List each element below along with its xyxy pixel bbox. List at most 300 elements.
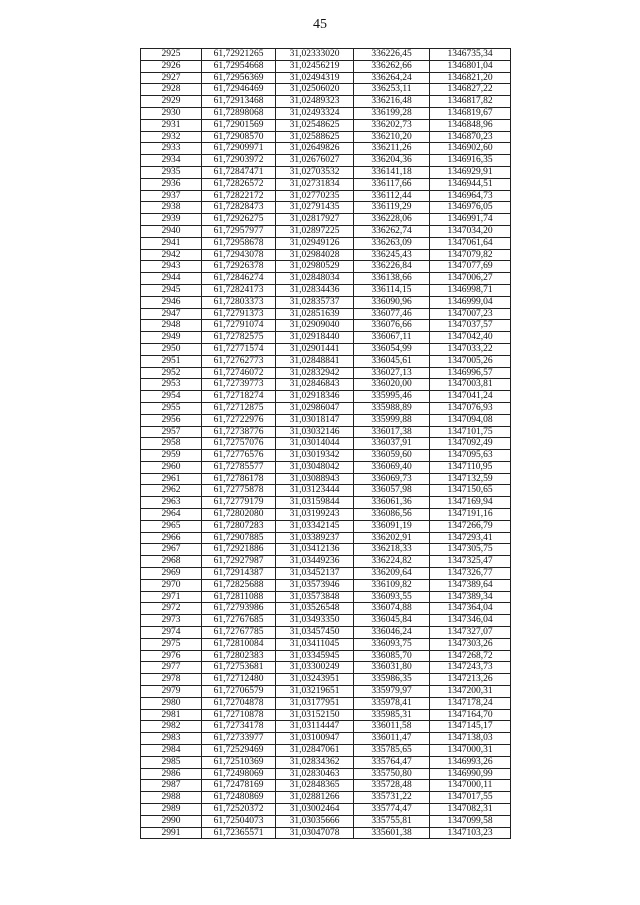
x-coordinate-cell: 336037,91 (354, 438, 430, 450)
longitude-cell: 31,03014044 (276, 438, 354, 450)
latitude-cell: 61,72898068 (202, 107, 276, 119)
x-coordinate-cell: 336069,73 (354, 473, 430, 485)
point-number-cell: 2932 (141, 131, 202, 143)
y-coordinate-cell: 1347303,26 (430, 638, 511, 650)
x-coordinate-cell: 336045,84 (354, 615, 430, 627)
y-coordinate-cell: 1346817,82 (430, 96, 511, 108)
longitude-cell: 31,03219651 (276, 686, 354, 698)
x-coordinate-cell: 336069,40 (354, 461, 430, 473)
latitude-cell: 61,72954668 (202, 60, 276, 72)
point-number-cell: 2963 (141, 497, 202, 509)
table-row (141, 733, 511, 745)
y-coordinate-cell: 1347000,11 (430, 780, 511, 792)
x-coordinate-cell: 336112,44 (354, 190, 430, 202)
x-coordinate-cell: 335785,65 (354, 745, 430, 757)
longitude-cell: 31,03452137 (276, 568, 354, 580)
longitude-cell: 31,02881266 (276, 792, 354, 804)
y-coordinate-cell: 1347145,17 (430, 721, 511, 733)
point-number-cell: 2981 (141, 709, 202, 721)
latitude-cell: 61,72926378 (202, 261, 276, 273)
y-coordinate-cell: 1347132,59 (430, 473, 511, 485)
point-number-cell: 2952 (141, 367, 202, 379)
x-coordinate-cell: 336224,82 (354, 556, 430, 568)
x-coordinate-cell: 336093,55 (354, 591, 430, 603)
latitude-cell: 61,72802383 (202, 650, 276, 662)
table-row (141, 367, 511, 379)
latitude-cell: 61,72811088 (202, 591, 276, 603)
y-coordinate-cell: 1347076,93 (430, 402, 511, 414)
table-row (141, 768, 511, 780)
point-number-cell: 2953 (141, 379, 202, 391)
table-row (141, 650, 511, 662)
latitude-cell: 61,72846274 (202, 273, 276, 285)
longitude-cell: 31,03573848 (276, 591, 354, 603)
table-row (141, 60, 511, 72)
longitude-cell: 31,03018147 (276, 414, 354, 426)
y-coordinate-cell: 1347213,26 (430, 674, 511, 686)
latitude-cell: 61,72786178 (202, 473, 276, 485)
y-coordinate-cell: 1346848,96 (430, 119, 511, 131)
table-row (141, 591, 511, 603)
x-coordinate-cell: 336020,00 (354, 379, 430, 391)
latitude-cell: 61,72901569 (202, 119, 276, 131)
longitude-cell: 31,02506020 (276, 84, 354, 96)
x-coordinate-cell: 336216,48 (354, 96, 430, 108)
y-coordinate-cell: 1347150,65 (430, 485, 511, 497)
longitude-cell: 31,02980529 (276, 261, 354, 273)
x-coordinate-cell: 336017,38 (354, 426, 430, 438)
point-number-cell: 2968 (141, 556, 202, 568)
latitude-cell: 61,72504073 (202, 815, 276, 827)
table-row (141, 190, 511, 202)
table-row (141, 638, 511, 650)
x-coordinate-cell: 336077,46 (354, 308, 430, 320)
latitude-cell: 61,72907885 (202, 532, 276, 544)
point-number-cell: 2972 (141, 603, 202, 615)
y-coordinate-cell: 1347077,69 (430, 261, 511, 273)
longitude-cell: 31,03002464 (276, 804, 354, 816)
longitude-cell: 31,02918346 (276, 391, 354, 403)
longitude-cell: 31,03389237 (276, 532, 354, 544)
y-coordinate-cell: 1346902,60 (430, 143, 511, 155)
x-coordinate-cell: 336114,15 (354, 284, 430, 296)
table-row (141, 96, 511, 108)
y-coordinate-cell: 1346976,05 (430, 202, 511, 214)
latitude-cell: 61,72847471 (202, 166, 276, 178)
latitude-cell: 61,72757076 (202, 438, 276, 450)
longitude-cell: 31,03573946 (276, 579, 354, 591)
table-row (141, 568, 511, 580)
longitude-cell: 31,02493324 (276, 107, 354, 119)
y-coordinate-cell: 1346821,20 (430, 72, 511, 84)
x-coordinate-cell: 336119,29 (354, 202, 430, 214)
longitude-cell: 31,02846843 (276, 379, 354, 391)
point-number-cell: 2991 (141, 827, 202, 839)
latitude-cell: 61,72706579 (202, 686, 276, 698)
point-number-cell: 2958 (141, 438, 202, 450)
longitude-cell: 31,03412136 (276, 544, 354, 556)
x-coordinate-cell: 336109,82 (354, 579, 430, 591)
point-number-cell: 2957 (141, 426, 202, 438)
latitude-cell: 61,72776576 (202, 450, 276, 462)
table-row (141, 485, 511, 497)
table-row (141, 627, 511, 639)
longitude-cell: 31,02703532 (276, 166, 354, 178)
latitude-cell: 61,72722976 (202, 414, 276, 426)
table-row (141, 520, 511, 532)
x-coordinate-cell: 335995,46 (354, 391, 430, 403)
y-coordinate-cell: 1347037,57 (430, 320, 511, 332)
latitude-cell: 61,72913468 (202, 96, 276, 108)
latitude-cell: 61,72480869 (202, 792, 276, 804)
latitude-cell: 61,72718274 (202, 391, 276, 403)
y-coordinate-cell: 1347243,73 (430, 662, 511, 674)
y-coordinate-cell: 1347061,64 (430, 237, 511, 249)
point-number-cell: 2982 (141, 721, 202, 733)
y-coordinate-cell: 1347092,49 (430, 438, 511, 450)
longitude-cell: 31,02731834 (276, 178, 354, 190)
latitude-cell: 61,72903972 (202, 155, 276, 167)
point-number-cell: 2960 (141, 461, 202, 473)
point-number-cell: 2931 (141, 119, 202, 131)
longitude-cell: 31,02901441 (276, 343, 354, 355)
latitude-cell: 61,72791373 (202, 308, 276, 320)
table-row (141, 391, 511, 403)
longitude-cell: 31,02830463 (276, 768, 354, 780)
table-row (141, 155, 511, 167)
latitude-cell: 61,72782575 (202, 332, 276, 344)
y-coordinate-cell: 1347041,24 (430, 391, 511, 403)
latitude-cell: 61,72826572 (202, 178, 276, 190)
x-coordinate-cell: 336264,24 (354, 72, 430, 84)
point-number-cell: 2965 (141, 520, 202, 532)
x-coordinate-cell: 336091,19 (354, 520, 430, 532)
longitude-cell: 31,02984028 (276, 249, 354, 261)
latitude-cell: 61,72704878 (202, 697, 276, 709)
x-coordinate-cell: 335755,81 (354, 815, 430, 827)
table-row (141, 355, 511, 367)
table-row (141, 143, 511, 155)
table-row (141, 438, 511, 450)
longitude-cell: 31,03088943 (276, 473, 354, 485)
table-row (141, 178, 511, 190)
table-row (141, 202, 511, 214)
y-coordinate-cell: 1347327,07 (430, 627, 511, 639)
longitude-cell: 31,02817927 (276, 214, 354, 226)
y-coordinate-cell: 1346990,99 (430, 768, 511, 780)
point-number-cell: 2971 (141, 591, 202, 603)
y-coordinate-cell: 1347099,58 (430, 815, 511, 827)
x-coordinate-cell: 336076,66 (354, 320, 430, 332)
latitude-cell: 61,72478169 (202, 780, 276, 792)
table-row (141, 332, 511, 344)
latitude-cell: 61,72738776 (202, 426, 276, 438)
latitude-cell: 61,72909971 (202, 143, 276, 155)
point-number-cell: 2938 (141, 202, 202, 214)
latitude-cell: 61,72810084 (202, 638, 276, 650)
point-number-cell: 2987 (141, 780, 202, 792)
y-coordinate-cell: 1346929,91 (430, 166, 511, 178)
longitude-cell: 31,03159844 (276, 497, 354, 509)
point-number-cell: 2954 (141, 391, 202, 403)
table-row (141, 497, 511, 509)
table-row (141, 296, 511, 308)
point-number-cell: 2940 (141, 225, 202, 237)
point-number-cell: 2964 (141, 509, 202, 521)
latitude-cell: 61,72710878 (202, 709, 276, 721)
table-row (141, 697, 511, 709)
longitude-cell: 31,03411045 (276, 638, 354, 650)
x-coordinate-cell: 336090,96 (354, 296, 430, 308)
longitude-cell: 31,02494319 (276, 72, 354, 84)
point-number-cell: 2941 (141, 237, 202, 249)
x-coordinate-cell: 336210,20 (354, 131, 430, 143)
table-row (141, 804, 511, 816)
table-row (141, 603, 511, 615)
table-row (141, 426, 511, 438)
point-number-cell: 2966 (141, 532, 202, 544)
x-coordinate-cell: 336138,66 (354, 273, 430, 285)
point-number-cell: 2990 (141, 815, 202, 827)
point-number-cell: 2984 (141, 745, 202, 757)
x-coordinate-cell: 335601,38 (354, 827, 430, 839)
y-coordinate-cell: 1346964,73 (430, 190, 511, 202)
point-number-cell: 2948 (141, 320, 202, 332)
longitude-cell: 31,02834436 (276, 284, 354, 296)
latitude-cell: 61,72762773 (202, 355, 276, 367)
longitude-cell: 31,02851639 (276, 308, 354, 320)
x-coordinate-cell: 336211,26 (354, 143, 430, 155)
latitude-cell: 61,72824173 (202, 284, 276, 296)
latitude-cell: 61,72520372 (202, 804, 276, 816)
table-row (141, 579, 511, 591)
point-number-cell: 2929 (141, 96, 202, 108)
x-coordinate-cell: 335986,35 (354, 674, 430, 686)
x-coordinate-cell: 336228,06 (354, 214, 430, 226)
longitude-cell: 31,02834362 (276, 756, 354, 768)
longitude-cell: 31,02333020 (276, 49, 354, 61)
longitude-cell: 31,02588625 (276, 131, 354, 143)
longitude-cell: 31,03152150 (276, 709, 354, 721)
latitude-cell: 61,72510369 (202, 756, 276, 768)
y-coordinate-cell: 1346819,67 (430, 107, 511, 119)
x-coordinate-cell: 336262,74 (354, 225, 430, 237)
x-coordinate-cell: 336027,13 (354, 367, 430, 379)
x-coordinate-cell: 336202,73 (354, 119, 430, 131)
longitude-cell: 31,03114447 (276, 721, 354, 733)
y-coordinate-cell: 1347326,77 (430, 568, 511, 580)
latitude-cell: 61,72785577 (202, 461, 276, 473)
x-coordinate-cell: 335985,31 (354, 709, 430, 721)
point-number-cell: 2928 (141, 84, 202, 96)
latitude-cell: 61,72771574 (202, 343, 276, 355)
y-coordinate-cell: 1346916,35 (430, 155, 511, 167)
point-number-cell: 2956 (141, 414, 202, 426)
y-coordinate-cell: 1347169,94 (430, 497, 511, 509)
y-coordinate-cell: 1347178,24 (430, 697, 511, 709)
latitude-cell: 61,72926275 (202, 214, 276, 226)
point-number-cell: 2980 (141, 697, 202, 709)
latitude-cell: 61,72733977 (202, 733, 276, 745)
x-coordinate-cell: 335999,88 (354, 414, 430, 426)
y-coordinate-cell: 1347268,72 (430, 650, 511, 662)
longitude-cell: 31,03342145 (276, 520, 354, 532)
table-row (141, 84, 511, 96)
y-coordinate-cell: 1347305,75 (430, 544, 511, 556)
point-number-cell: 2947 (141, 308, 202, 320)
point-number-cell: 2986 (141, 768, 202, 780)
y-coordinate-cell: 1347042,40 (430, 332, 511, 344)
longitude-cell: 31,02986047 (276, 402, 354, 414)
point-number-cell: 2983 (141, 733, 202, 745)
point-number-cell: 2959 (141, 450, 202, 462)
point-number-cell: 2976 (141, 650, 202, 662)
point-number-cell: 2933 (141, 143, 202, 155)
table-row (141, 556, 511, 568)
longitude-cell: 31,03199243 (276, 509, 354, 521)
latitude-cell: 61,72807283 (202, 520, 276, 532)
longitude-cell: 31,03032146 (276, 426, 354, 438)
y-coordinate-cell: 1347346,04 (430, 615, 511, 627)
x-coordinate-cell: 335750,80 (354, 768, 430, 780)
longitude-cell: 31,03457450 (276, 627, 354, 639)
table-row (141, 72, 511, 84)
longitude-cell: 31,02897225 (276, 225, 354, 237)
latitude-cell: 61,72365571 (202, 827, 276, 839)
x-coordinate-cell: 336093,75 (354, 638, 430, 650)
longitude-cell: 31,02456219 (276, 60, 354, 72)
table-row (141, 815, 511, 827)
x-coordinate-cell: 336057,98 (354, 485, 430, 497)
coordinates-table-body (141, 49, 511, 839)
latitude-cell: 61,72712875 (202, 402, 276, 414)
x-coordinate-cell: 336245,43 (354, 249, 430, 261)
point-number-cell: 2955 (141, 402, 202, 414)
y-coordinate-cell: 1347389,34 (430, 591, 511, 603)
latitude-cell: 61,72825688 (202, 579, 276, 591)
longitude-cell: 31,02909040 (276, 320, 354, 332)
y-coordinate-cell: 1346993,26 (430, 756, 511, 768)
x-coordinate-cell: 335978,41 (354, 697, 430, 709)
point-number-cell: 2970 (141, 579, 202, 591)
point-number-cell: 2988 (141, 792, 202, 804)
x-coordinate-cell: 336209,64 (354, 568, 430, 580)
latitude-cell: 61,72746072 (202, 367, 276, 379)
x-coordinate-cell: 336253,11 (354, 84, 430, 96)
table-row (141, 686, 511, 698)
point-number-cell: 2925 (141, 49, 202, 61)
x-coordinate-cell: 335774,47 (354, 804, 430, 816)
point-number-cell: 2967 (141, 544, 202, 556)
longitude-cell: 31,03243951 (276, 674, 354, 686)
y-coordinate-cell: 1347033,22 (430, 343, 511, 355)
longitude-cell: 31,02832942 (276, 367, 354, 379)
table-row (141, 473, 511, 485)
table-row (141, 509, 511, 521)
table-row (141, 615, 511, 627)
latitude-cell: 61,72779179 (202, 497, 276, 509)
x-coordinate-cell: 336011,58 (354, 721, 430, 733)
point-number-cell: 2973 (141, 615, 202, 627)
y-coordinate-cell: 1347000,31 (430, 745, 511, 757)
x-coordinate-cell: 335728,48 (354, 780, 430, 792)
point-number-cell: 2927 (141, 72, 202, 84)
table-row (141, 827, 511, 839)
latitude-cell: 61,72802080 (202, 509, 276, 521)
y-coordinate-cell: 1347200,31 (430, 686, 511, 698)
y-coordinate-cell: 1347103,23 (430, 827, 511, 839)
longitude-cell: 31,02791435 (276, 202, 354, 214)
table-row (141, 261, 511, 273)
table-row (141, 461, 511, 473)
longitude-cell: 31,02848034 (276, 273, 354, 285)
latitude-cell: 61,72793986 (202, 603, 276, 615)
y-coordinate-cell: 1347138,03 (430, 733, 511, 745)
y-coordinate-cell: 1347095,63 (430, 450, 511, 462)
y-coordinate-cell: 1346991,74 (430, 214, 511, 226)
latitude-cell: 61,72739773 (202, 379, 276, 391)
x-coordinate-cell: 335731,22 (354, 792, 430, 804)
longitude-cell: 31,03449236 (276, 556, 354, 568)
table-row (141, 49, 511, 61)
y-coordinate-cell: 1347007,23 (430, 308, 511, 320)
y-coordinate-cell: 1347389,64 (430, 579, 511, 591)
latitude-cell: 61,72921886 (202, 544, 276, 556)
y-coordinate-cell: 1347082,31 (430, 804, 511, 816)
longitude-cell: 31,03123444 (276, 485, 354, 497)
point-number-cell: 2934 (141, 155, 202, 167)
point-number-cell: 2939 (141, 214, 202, 226)
y-coordinate-cell: 1347005,26 (430, 355, 511, 367)
longitude-cell: 31,02770235 (276, 190, 354, 202)
point-number-cell: 2935 (141, 166, 202, 178)
table-row (141, 402, 511, 414)
table-row (141, 662, 511, 674)
y-coordinate-cell: 1346801,04 (430, 60, 511, 72)
latitude-cell: 61,72828473 (202, 202, 276, 214)
y-coordinate-cell: 1347034,20 (430, 225, 511, 237)
x-coordinate-cell: 336086,56 (354, 509, 430, 521)
x-coordinate-cell: 336262,66 (354, 60, 430, 72)
x-coordinate-cell: 336046,24 (354, 627, 430, 639)
y-coordinate-cell: 1347266,79 (430, 520, 511, 532)
point-number-cell: 2950 (141, 343, 202, 355)
page-number: 45 (313, 17, 327, 32)
latitude-cell: 61,72921265 (202, 49, 276, 61)
latitude-cell: 61,72946469 (202, 84, 276, 96)
table-row (141, 745, 511, 757)
latitude-cell: 61,72498069 (202, 768, 276, 780)
latitude-cell: 61,72957977 (202, 225, 276, 237)
longitude-cell: 31,02848841 (276, 355, 354, 367)
y-coordinate-cell: 1347191,16 (430, 509, 511, 521)
x-coordinate-cell: 336074,88 (354, 603, 430, 615)
y-coordinate-cell: 1347325,47 (430, 556, 511, 568)
x-coordinate-cell: 335979,97 (354, 686, 430, 698)
y-coordinate-cell: 1346735,34 (430, 49, 511, 61)
table-row (141, 237, 511, 249)
x-coordinate-cell: 335764,47 (354, 756, 430, 768)
table-row (141, 107, 511, 119)
point-number-cell: 2942 (141, 249, 202, 261)
point-number-cell: 2962 (141, 485, 202, 497)
table-row (141, 756, 511, 768)
point-number-cell: 2946 (141, 296, 202, 308)
longitude-cell: 31,02649826 (276, 143, 354, 155)
y-coordinate-cell: 1347164,70 (430, 709, 511, 721)
y-coordinate-cell: 1347101,75 (430, 426, 511, 438)
latitude-cell: 61,72734178 (202, 721, 276, 733)
